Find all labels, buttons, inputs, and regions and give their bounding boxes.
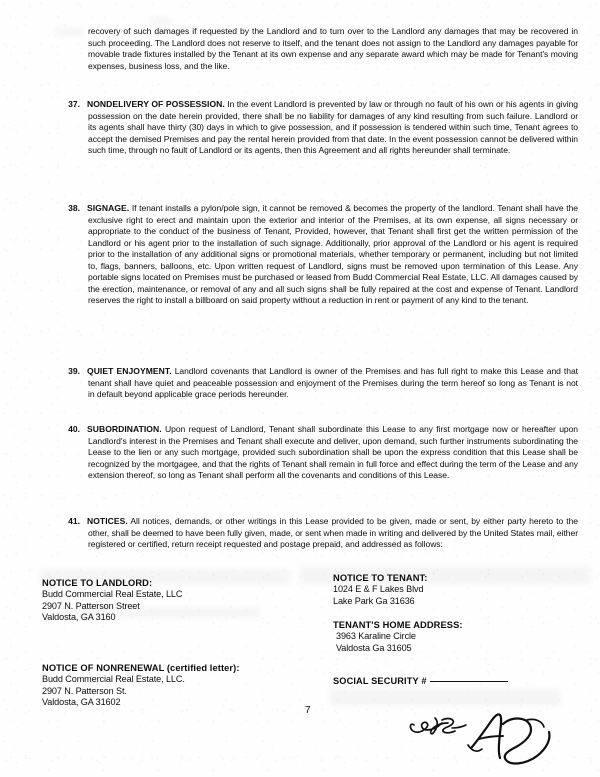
clause-41 <box>58 516 578 551</box>
notice-of-nonrenewal-title: NOTICE OF NONRENEWAL (certified letter): <box>42 663 240 673</box>
clause-41-body: All notices, demands, or other writings in this Lease provided to be given, made or sent, by either party hereto to the other, shall be deemed to have been fully given, made, or sent when made in writing and delivered by the United States mail, either registered or certified, return receipt requested and postage prepaid, and addressed as follows: <box>88 516 578 550</box>
clause-37-number: 37. <box>68 99 80 109</box>
scan-smudge <box>330 690 560 706</box>
clause-39-heading: QUIET ENJOYMENT. <box>87 366 172 376</box>
clause-38 <box>58 203 578 307</box>
clause-37-body: In the event Landlord is prevented by law or through no fault of his own or his agents in giving possession on the date herein provided, there shall be no liability for damages of any kind resulting from such failure. Landlord or its agents shall have thirty (30) days in which to give possession, and if possession is tendered within such time, Tenant agrees to accept the demised Premises and pay the rental herein provided from that date. In the event possession cannot be delivered within such time, through no fault of Landlord or its agents, then this Agreement and all rights hereunder shall terminate. <box>88 99 578 156</box>
notice-of-nonrenewal-line-2: 2907 N. Patterson St. <box>42 685 127 696</box>
clause-39-number: 39. <box>68 366 80 376</box>
tenant-home-address-line-2: Valdosta Ga 31605 <box>336 642 412 653</box>
clause-40-body: Upon request of Landlord, Tenant shall subordinate this Lease to any first mortgage now or hereafter upon Landlord's interest in the Premises and Tenant shall execute and deliver, upon demand, such further instruments subordinating the Lease to the lien or any such mortgage, provided such subordination shall be upon the express condition that this Lease shall be recognized by the mortgagee, and that the rights of Tenant shall remain in full force and effect during the term of the Lease and any extension thereof, so long as Tenant shall perform all the covenants and conditions of this Lease. <box>88 424 579 481</box>
notice-of-nonrenewal-line-1: Budd Commercial Real Estate, LLC. <box>42 674 185 685</box>
notice-to-landlord-block <box>42 578 182 624</box>
clause-38-heading: SIGNAGE. <box>87 203 130 213</box>
clause-39 <box>58 366 578 401</box>
scan-smudge <box>55 28 85 36</box>
tenant-home-address-title: TENANT'S HOME ADDRESS: <box>333 620 463 630</box>
notice-to-tenant-line-1: 1024 E & F Lakes Blvd <box>333 584 424 595</box>
notice-to-landlord-line-1: Budd Commercial Real Estate, LLC <box>42 589 183 600</box>
clause-38-body: If tenant installs a pylon/pole sign, it cannot be removed & becomes the property of the landlord. Tenant shall have the exclusive right to erect and maintain upon the exterior and interior of the Premises, at its own expense, all signs necessary or appropriate to the conduct of the business of Tenant, Provided, however, that Tenant shall first get the written permission of the Landlord or his agent prior to the installation of such signage. Additionally, prior approval of the Landlord or his agent is required prior to the installation of any additional signs or promotional materials, whether temporary or permanent, including but not limited to, flags, banners, balloons, etc. Upon written request of Landlord, signs must be removed upon termination of this Lease. Any portable signs located on Premises must be purchased or leased from Budd Commercial Real Estate, LLC. All damages caused by the erection, maintenance, or removal of any and all such signs shall be fully repaired at the cost and expense of Tenant. Landlord reserves the right to install a billboard on said property without a reduction in rent or payment of any kind to the tenant. <box>88 203 578 306</box>
notice-to-tenant-line-2: Lake Park Ga 31636 <box>333 595 415 606</box>
notice-to-landlord-line-2: 2907 N. Patterson Street <box>42 600 140 611</box>
tenant-home-address-block <box>333 620 463 654</box>
notice-to-tenant-title: NOTICE TO TENANT: <box>333 573 428 583</box>
continued-paragraph: recovery of such damages if requested by the Landlord and to turn over to the Landlord any damages that may be recovered in such proceeding. The Landlord does not reserve to itself, and the tenant does not assign to the Landlord any damages payable for movable trade fixtures installed by the Tenant at its own expense and any separate award which may be made for Tenant's moving expenses, business loss, and the like. <box>88 26 578 71</box>
clause-37-heading: NONDELIVERY OF POSSESSION. <box>87 99 225 109</box>
notice-of-nonrenewal-line-3: Valdosta, GA 31602 <box>42 697 121 708</box>
notice-to-landlord-title: NOTICE TO LANDLORD: <box>42 578 153 588</box>
scan-smudge <box>150 18 172 25</box>
tenant-home-address-line-1: 3963 Karaline Circle <box>336 631 416 642</box>
notice-to-tenant-block <box>333 573 428 607</box>
notice-of-nonrenewal-block <box>42 663 240 709</box>
handwritten-signature <box>408 706 588 770</box>
clause-37 <box>58 99 578 157</box>
clause-40 <box>58 424 578 482</box>
clause-40-number: 40. <box>68 424 80 434</box>
clause-39-body: Landlord covenants that Landlord is owner of the Premises and has full right to make this Lease and that tenant shall have quiet and peaceable possession and enjoyment of the Premises during the term hereof so long as Tenant is not in default beyond applicable grace periods hereunder. <box>88 366 578 400</box>
clause-40-heading: SUBORDINATION. <box>87 424 162 434</box>
social-security-label: SOCIAL SECURITY # <box>333 676 427 686</box>
notice-to-landlord-line-3: Valdosta, GA 3160 <box>42 612 116 623</box>
page-number: 7 <box>305 705 311 716</box>
clause-38-number: 38. <box>68 203 80 213</box>
social-security-blank-rule[interactable] <box>430 681 508 682</box>
clause-41-number: 41. <box>68 516 80 526</box>
social-security-field[interactable] <box>333 676 508 686</box>
clause-41-heading: NOTICES. <box>87 516 128 526</box>
